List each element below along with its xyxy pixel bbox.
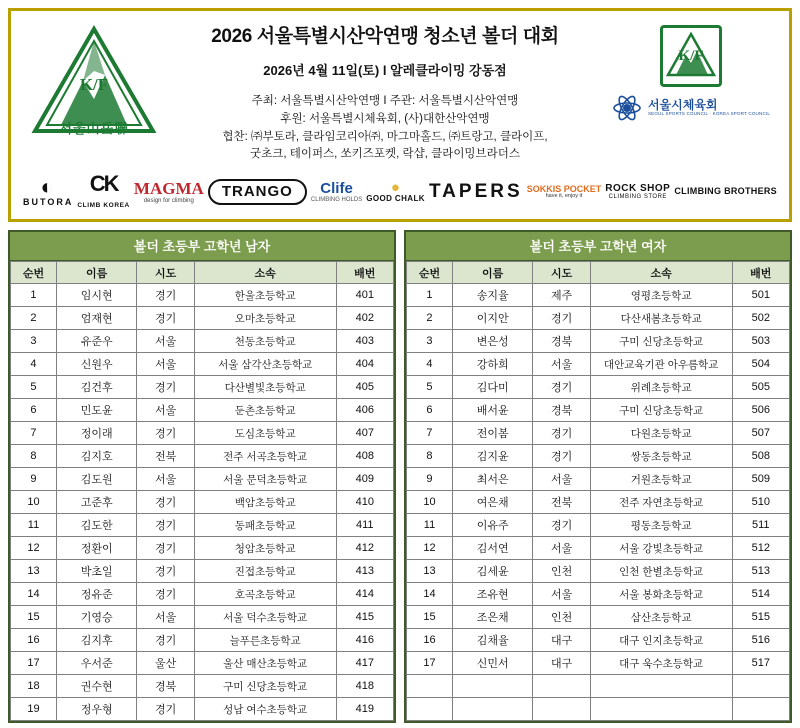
cell-city: 서울 xyxy=(533,583,590,606)
table-row xyxy=(407,652,790,675)
cell-bib: 415 xyxy=(336,606,393,629)
cell-no: 13 xyxy=(407,560,453,583)
col-header-bib: 배번 xyxy=(732,262,789,284)
cell-bib: 513 xyxy=(732,560,789,583)
cell-no: 9 xyxy=(11,468,57,491)
good-chalk-mark-icon: ● xyxy=(390,179,401,197)
cell-org: 대구 인지초등학교 xyxy=(590,629,732,652)
table-row xyxy=(11,491,394,514)
cell-name: 여은채 xyxy=(452,491,532,514)
table-row xyxy=(11,353,394,376)
cell-bib: 509 xyxy=(732,468,789,491)
cell-empty xyxy=(407,698,453,721)
participants-table-girls xyxy=(406,261,790,721)
cell-empty xyxy=(452,675,532,698)
cell-city: 경기 xyxy=(137,307,194,330)
table-row xyxy=(407,376,790,399)
table-row xyxy=(407,399,790,422)
cell-bib: 508 xyxy=(732,445,789,468)
cell-org: 동패초등학교 xyxy=(194,514,336,537)
cell-bib: 503 xyxy=(732,330,789,353)
cell-city: 경기 xyxy=(137,560,194,583)
cell-name: 김지윤 xyxy=(452,445,532,468)
cell-name: 김지후 xyxy=(56,629,136,652)
sponsor-climb-korea-logo xyxy=(77,170,130,212)
butora-mark-icon: ◐ xyxy=(40,174,56,200)
table-row xyxy=(407,583,790,606)
cell-org: 서울 강빛초등학교 xyxy=(590,537,732,560)
cell-name: 기영승 xyxy=(56,606,136,629)
cell-no: 17 xyxy=(11,652,57,675)
sponsor-tapers-label: TAPERS xyxy=(428,181,523,203)
cell-org: 영평초등학교 xyxy=(590,284,732,307)
cell-no: 1 xyxy=(407,284,453,307)
sponsor-strip xyxy=(19,169,781,215)
logo-korean-text: 서울山岳聯 xyxy=(59,121,129,136)
sponsor-good-chalk-logo xyxy=(366,180,425,203)
cell-bib: 417 xyxy=(336,652,393,675)
cell-name: 정유준 xyxy=(56,583,136,606)
cell-name: 김세윤 xyxy=(452,560,532,583)
cell-no: 2 xyxy=(11,307,57,330)
sports-council-name: 서울시체육회 xyxy=(647,97,718,112)
cell-org: 서울 덕수초등학교 xyxy=(194,606,336,629)
cell-no: 8 xyxy=(407,445,453,468)
cell-city: 경기 xyxy=(137,491,194,514)
climb-korea-mark-icon: CK xyxy=(89,170,118,196)
cell-city: 서울 xyxy=(137,353,194,376)
roster-title-girls: 볼더 초등부 고학년 여자 xyxy=(406,232,790,261)
cell-city: 경북 xyxy=(533,330,590,353)
cell-org: 천동초등학교 xyxy=(194,330,336,353)
poster-header xyxy=(8,8,792,222)
cell-bib: 502 xyxy=(732,307,789,330)
table-row xyxy=(407,514,790,537)
cell-no: 19 xyxy=(11,698,57,721)
col-header-name: 이름 xyxy=(452,262,532,284)
table-row xyxy=(11,514,394,537)
cell-org: 다산새봄초등학교 xyxy=(590,307,732,330)
cell-org: 전주 자연초등학교 xyxy=(590,491,732,514)
cell-org: 구미 신당초등학교 xyxy=(590,330,732,353)
col-header-name: 이름 xyxy=(56,262,136,284)
sponsor-clife-logo xyxy=(311,181,362,203)
cell-org: 거원초등학교 xyxy=(590,468,732,491)
col-header-bib: 배번 xyxy=(336,262,393,284)
cell-name: 우서준 xyxy=(56,652,136,675)
cell-name: 강하희 xyxy=(452,353,532,376)
cell-bib: 514 xyxy=(732,583,789,606)
event-title: 2026 서울특별시산악연맹 청소년 볼더 대회 xyxy=(211,26,559,47)
cell-bib: 409 xyxy=(336,468,393,491)
cell-no: 5 xyxy=(407,376,453,399)
organizer-line-4: 굿초크, 테이퍼스, 쏘키즈포켓, 락샵, 클라이밍브라더스 xyxy=(250,148,520,161)
table-row xyxy=(407,284,790,307)
cell-name: 변은성 xyxy=(452,330,532,353)
federation-logo xyxy=(19,17,169,141)
table-row xyxy=(11,698,394,721)
sponsor-sokkis-sub: have it, enjoy it xyxy=(545,193,583,199)
cell-bib: 516 xyxy=(732,629,789,652)
cell-bib: 501 xyxy=(732,284,789,307)
table-row xyxy=(11,307,394,330)
cell-city: 경기 xyxy=(533,514,590,537)
cell-city: 전북 xyxy=(533,491,590,514)
cell-no: 9 xyxy=(407,468,453,491)
cell-name: 임시현 xyxy=(56,284,136,307)
cell-name: 김건후 xyxy=(56,376,136,399)
cell-name: 배서윤 xyxy=(452,399,532,422)
table-row xyxy=(11,560,394,583)
sponsor-butora-logo xyxy=(23,176,73,207)
table-row xyxy=(11,468,394,491)
table-row xyxy=(11,652,394,675)
cell-no: 4 xyxy=(11,353,57,376)
cell-city: 서울 xyxy=(137,468,194,491)
cell-bib: 416 xyxy=(336,629,393,652)
cell-org: 삼산초등학교 xyxy=(590,606,732,629)
cell-no: 10 xyxy=(407,491,453,514)
cell-city: 서울 xyxy=(137,330,194,353)
cell-city: 경기 xyxy=(533,307,590,330)
cell-city: 경기 xyxy=(533,445,590,468)
table-row xyxy=(11,330,394,353)
table-row xyxy=(11,422,394,445)
col-header-org: 소속 xyxy=(590,262,732,284)
roster-title-boys: 볼더 초등부 고학년 남자 xyxy=(10,232,394,261)
sponsor-magma-sub: design for climbing xyxy=(143,197,194,204)
cell-bib: 504 xyxy=(732,353,789,376)
cell-bib: 401 xyxy=(336,284,393,307)
cell-org: 다산별빛초등학교 xyxy=(194,376,336,399)
cell-city: 서울 xyxy=(533,353,590,376)
cell-city: 경기 xyxy=(137,376,194,399)
kf-badge-icon xyxy=(660,25,722,87)
mountain-logo-icon xyxy=(30,23,158,141)
cell-city: 인천 xyxy=(533,606,590,629)
table-row xyxy=(11,399,394,422)
cell-no: 17 xyxy=(407,652,453,675)
cell-no: 18 xyxy=(11,675,57,698)
sports-council-sub: SEOUL SPORTS COUNCIL · KOREA SPORT COUNCIL xyxy=(647,111,771,117)
cell-no: 7 xyxy=(11,422,57,445)
cell-bib: 405 xyxy=(336,376,393,399)
table-row xyxy=(11,445,394,468)
sponsor-trango-label: TRANGO xyxy=(221,183,293,201)
cell-no: 10 xyxy=(11,491,57,514)
cell-name: 조유현 xyxy=(452,583,532,606)
cell-no: 5 xyxy=(11,376,57,399)
sponsor-sokkis-pocket-logo xyxy=(527,185,602,200)
cell-name: 김도한 xyxy=(56,514,136,537)
cell-name: 정우형 xyxy=(56,698,136,721)
participants-table-boys xyxy=(10,261,394,721)
cell-city: 인천 xyxy=(533,560,590,583)
cell-bib: 418 xyxy=(336,675,393,698)
cell-name: 박초일 xyxy=(56,560,136,583)
cell-org: 평동초등학교 xyxy=(590,514,732,537)
cell-org: 대안교육기관 아우름학교 xyxy=(590,353,732,376)
cell-name: 김채율 xyxy=(452,629,532,652)
table-row xyxy=(11,675,394,698)
table-row xyxy=(407,330,790,353)
cell-name: 전이봄 xyxy=(452,422,532,445)
cell-name: 김지호 xyxy=(56,445,136,468)
cell-city: 대구 xyxy=(533,652,590,675)
cell-bib: 410 xyxy=(336,491,393,514)
cell-org: 둔촌초등학교 xyxy=(194,399,336,422)
table-row xyxy=(11,376,394,399)
table-row xyxy=(407,606,790,629)
cell-no: 16 xyxy=(11,629,57,652)
cell-org: 구미 신당초등학교 xyxy=(590,399,732,422)
cell-city: 경기 xyxy=(137,629,194,652)
cell-no: 14 xyxy=(407,583,453,606)
cell-org: 성남 여수초등학교 xyxy=(194,698,336,721)
sponsor-clife-sub: CLIMBING HOLDS xyxy=(310,196,363,203)
cell-no: 11 xyxy=(11,514,57,537)
cell-org: 대구 욱수초등학교 xyxy=(590,652,732,675)
cell-name: 정이래 xyxy=(56,422,136,445)
sponsor-butora-label: BUTORA xyxy=(23,197,74,208)
cell-city: 울산 xyxy=(137,652,194,675)
table-row xyxy=(11,583,394,606)
cell-bib: 407 xyxy=(336,422,393,445)
table-row-empty xyxy=(407,698,790,721)
cell-bib: 506 xyxy=(732,399,789,422)
cell-bib: 512 xyxy=(732,537,789,560)
cell-org: 울산 매산초등학교 xyxy=(194,652,336,675)
roster-table-boys xyxy=(8,230,396,723)
seoul-sports-council-logo xyxy=(612,93,770,123)
cell-name: 김다미 xyxy=(452,376,532,399)
cell-name: 김도원 xyxy=(56,468,136,491)
cell-bib: 406 xyxy=(336,399,393,422)
cell-bib: 510 xyxy=(732,491,789,514)
table-row xyxy=(11,629,394,652)
cell-name: 김서연 xyxy=(452,537,532,560)
cell-bib: 411 xyxy=(336,514,393,537)
cell-name: 조은채 xyxy=(452,606,532,629)
cell-no: 3 xyxy=(407,330,453,353)
cell-city: 경기 xyxy=(137,422,194,445)
table-row xyxy=(407,445,790,468)
sponsor-magma-logo xyxy=(134,180,204,204)
cell-no: 8 xyxy=(11,445,57,468)
sponsor-climb-korea-label: CLIMB KOREA xyxy=(77,201,130,209)
cell-empty xyxy=(590,698,732,721)
kf-badge-letters: K/F xyxy=(678,47,704,64)
cell-empty xyxy=(732,698,789,721)
cell-no: 7 xyxy=(407,422,453,445)
sponsor-tapers-logo xyxy=(429,182,523,202)
roster-tables xyxy=(8,230,792,723)
logo-letters: K/F xyxy=(79,75,109,94)
cell-bib: 507 xyxy=(732,422,789,445)
cell-no: 3 xyxy=(11,330,57,353)
cell-org: 위례초등학교 xyxy=(590,376,732,399)
cell-city: 경기 xyxy=(137,514,194,537)
sponsor-climbing-brothers-label: CLIMBING BROTHERS xyxy=(674,186,777,197)
cell-empty xyxy=(452,698,532,721)
organizer-line-2: 후원: 서울특별시체육회, (사)대한산악연맹 xyxy=(280,112,490,125)
cell-no: 2 xyxy=(407,307,453,330)
cell-name: 이지안 xyxy=(452,307,532,330)
cell-city: 대구 xyxy=(533,629,590,652)
cell-city: 서울 xyxy=(533,537,590,560)
cell-org: 백암초등학교 xyxy=(194,491,336,514)
sponsor-good-chalk-label: GOOD CHALK xyxy=(366,194,425,204)
cell-bib: 402 xyxy=(336,307,393,330)
cell-name: 유준우 xyxy=(56,330,136,353)
cell-org: 쌍동초등학교 xyxy=(590,445,732,468)
cell-no: 6 xyxy=(11,399,57,422)
cell-name: 권수현 xyxy=(56,675,136,698)
cell-no: 12 xyxy=(407,537,453,560)
roster-table-girls xyxy=(404,230,792,723)
cell-city: 경기 xyxy=(137,537,194,560)
cell-city: 경북 xyxy=(533,399,590,422)
cell-no: 4 xyxy=(407,353,453,376)
cell-city: 서울 xyxy=(533,468,590,491)
cell-name: 신원우 xyxy=(56,353,136,376)
cell-bib: 419 xyxy=(336,698,393,721)
cell-org: 전주 서곡초등학교 xyxy=(194,445,336,468)
cell-org: 오마초등학교 xyxy=(194,307,336,330)
table-row-empty xyxy=(407,675,790,698)
cell-bib: 408 xyxy=(336,445,393,468)
cell-org: 서울 문덕초등학교 xyxy=(194,468,336,491)
sponsor-logos-right xyxy=(601,17,781,123)
col-header-no: 순번 xyxy=(11,262,57,284)
cell-org: 진접초등학교 xyxy=(194,560,336,583)
cell-empty xyxy=(533,675,590,698)
table-header-row xyxy=(11,262,394,284)
sponsor-rock-shop-label: ROCK SHOP xyxy=(605,182,671,194)
cell-no: 15 xyxy=(11,606,57,629)
sponsor-rock-shop-logo xyxy=(605,184,670,201)
cell-org: 서울 삼각산초등학교 xyxy=(194,353,336,376)
table-row xyxy=(11,537,394,560)
cell-bib: 412 xyxy=(336,537,393,560)
sponsor-trango-logo xyxy=(208,179,307,205)
table-row xyxy=(407,307,790,330)
cell-bib: 511 xyxy=(732,514,789,537)
cell-name: 이유주 xyxy=(452,514,532,537)
cell-city: 경기 xyxy=(533,376,590,399)
table-row xyxy=(407,491,790,514)
table-header-row xyxy=(407,262,790,284)
cell-empty xyxy=(590,675,732,698)
cell-bib: 404 xyxy=(336,353,393,376)
table-row xyxy=(407,422,790,445)
cell-city: 경기 xyxy=(137,698,194,721)
cell-city: 경북 xyxy=(137,675,194,698)
cell-name: 정환이 xyxy=(56,537,136,560)
cell-city: 서울 xyxy=(137,606,194,629)
cell-no: 12 xyxy=(11,537,57,560)
cell-no: 13 xyxy=(11,560,57,583)
sponsor-magma-label: MAGMA xyxy=(133,179,204,199)
cell-org: 구미 신당초등학교 xyxy=(194,675,336,698)
sponsor-clife-label: Clife xyxy=(320,180,353,198)
cell-bib: 414 xyxy=(336,583,393,606)
cell-name: 고준후 xyxy=(56,491,136,514)
cell-no: 6 xyxy=(407,399,453,422)
cell-name: 최서은 xyxy=(452,468,532,491)
sports-council-mark-icon xyxy=(612,93,642,123)
cell-no: 14 xyxy=(11,583,57,606)
organizer-line-1: 주최: 서울특별시산악연맹 I 주관: 서울특별시산악연맹 xyxy=(251,95,519,107)
table-row xyxy=(407,353,790,376)
cell-city: 경기 xyxy=(137,284,194,307)
cell-org: 한울초등학교 xyxy=(194,284,336,307)
table-row xyxy=(407,537,790,560)
cell-org: 늘푸른초등학교 xyxy=(194,629,336,652)
cell-no: 11 xyxy=(407,514,453,537)
table-row xyxy=(407,560,790,583)
cell-org: 서울 봉화초등학교 xyxy=(590,583,732,606)
cell-no: 15 xyxy=(407,606,453,629)
cell-bib: 403 xyxy=(336,330,393,353)
cell-bib: 515 xyxy=(732,606,789,629)
cell-bib: 517 xyxy=(732,652,789,675)
cell-empty xyxy=(732,675,789,698)
cell-empty xyxy=(407,675,453,698)
cell-bib: 505 xyxy=(732,376,789,399)
table-row xyxy=(407,468,790,491)
col-header-org: 소속 xyxy=(194,262,336,284)
table-row xyxy=(11,284,394,307)
cell-empty xyxy=(533,698,590,721)
cell-name: 송지율 xyxy=(452,284,532,307)
cell-org: 다원초등학교 xyxy=(590,422,732,445)
organizer-line-3: 협찬: ㈜부토라, 클라임코리아㈜, 마그마홀드, ㈜트랑고, 클라이프, xyxy=(222,130,548,143)
sponsor-rock-shop-sub: CLIMBING STORE xyxy=(608,194,667,201)
cell-org: 인천 한별초등학교 xyxy=(590,560,732,583)
cell-city: 경기 xyxy=(533,422,590,445)
cell-org: 도심초등학교 xyxy=(194,422,336,445)
cell-city: 제주 xyxy=(533,284,590,307)
poster-text-block xyxy=(169,17,601,164)
sponsor-sokkis-label: SOKKIS POCKET xyxy=(526,183,602,194)
col-header-city: 시도 xyxy=(137,262,194,284)
table-row xyxy=(11,606,394,629)
sponsor-climbing-brothers-logo xyxy=(674,187,777,197)
event-datetime-venue: 2026년 4월 11일(토) l 알레클라이밍 강동점 xyxy=(263,63,507,78)
cell-name: 민도윤 xyxy=(56,399,136,422)
cell-city: 서울 xyxy=(137,399,194,422)
cell-city: 전북 xyxy=(137,445,194,468)
cell-no: 1 xyxy=(11,284,57,307)
cell-org: 호곡초등학교 xyxy=(194,583,336,606)
cell-no: 16 xyxy=(407,629,453,652)
cell-name: 엄재현 xyxy=(56,307,136,330)
table-row xyxy=(407,629,790,652)
cell-name: 신민서 xyxy=(452,652,532,675)
col-header-city: 시도 xyxy=(533,262,590,284)
cell-bib: 413 xyxy=(336,560,393,583)
cell-org: 청암초등학교 xyxy=(194,537,336,560)
cell-city: 경기 xyxy=(137,583,194,606)
col-header-no: 순번 xyxy=(407,262,453,284)
